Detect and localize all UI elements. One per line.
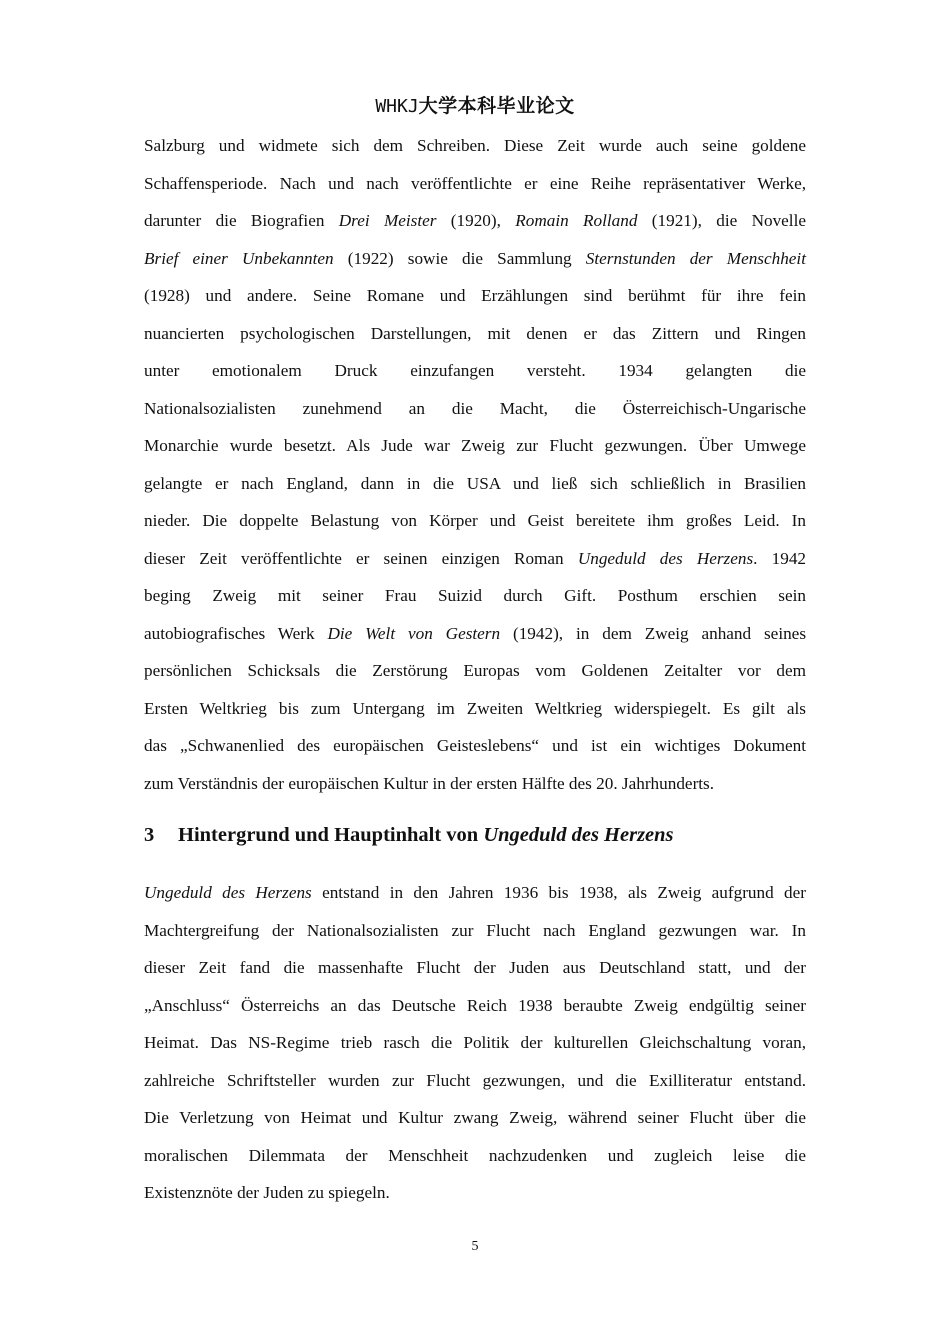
text-line: nuancierten psychologischen Darstellungen, mit denen er das Zittern und Ringen <box>144 323 806 343</box>
text-run: darunter die Biografien <box>144 211 339 230</box>
paragraph-novel-background <box>144 874 806 1212</box>
text-line: (1928) und andere. Seine Romane und Erzählungen sind berühmt für ihre fein <box>144 286 806 305</box>
text-line: beging Zweig mit seiner Frau Suizid durch Gift. Posthum erschien sein <box>144 586 806 605</box>
text-line: unter emotionalem Druck einzufangen versteht. 1934 gelangten die <box>144 361 806 380</box>
paragraph-zweig-biography <box>144 127 806 802</box>
text-line <box>144 540 806 578</box>
text-line: Salzburg und widmete sich dem Schreiben. Diese Zeit wurde auch seine goldene <box>144 136 806 155</box>
text-line: zum Verständnis der europäischen Kultur in der ersten Hälfte des 20. Jahrhunderts. <box>144 773 715 793</box>
section-number: 3 <box>144 824 155 846</box>
text-run: dieser Zeit veröffentlichte er seinen einzigen Roman <box>144 548 578 568</box>
text-line: Machtergreifung der Nationalsozialisten zur Flucht nach England gezwungen war. In <box>144 920 806 940</box>
text-line: Heimat. Das NS-Regime trieb rasch die Politik der kulturellen Gleichschaltung voran, <box>144 1033 806 1052</box>
section-heading <box>144 820 806 850</box>
text-line: persönlichen Schicksals die Zerstörung Europas vom Goldenen Zeitalter vor dem <box>144 661 806 680</box>
work-title: Die Welt von Gestern <box>327 623 501 643</box>
work-title: Sternstunden der Menschheit <box>585 248 806 268</box>
work-title: Ungeduld des Herzens <box>577 548 754 568</box>
text-line: Schaffensperiode. Nach und nach veröffentlichte er eine Reihe repräsentativer Werke, <box>144 173 806 193</box>
text-line: gelangte er nach England, dann in die USA und ließ sich schließlich in Brasilien <box>144 473 806 493</box>
text-line: Existenznöte der Juden zu spiegeln. <box>144 1183 390 1202</box>
header-abbreviation: WHKJ <box>375 96 419 117</box>
text-line: Die Verletzung von Heimat und Kultur zwang Zweig, während seiner Flucht über die <box>144 1108 806 1127</box>
text-line: Nationalsozialisten zunehmend an die Macht, die Österreichisch-Ungarische <box>144 398 806 418</box>
text-line: Ersten Weltkrieg bis zum Untergang im Zweiten Weltkrieg widerspiegelt. Es gilt als <box>144 698 806 718</box>
work-title: Brief einer Unbekannten <box>144 248 334 268</box>
text-line: „Anschluss“ Österreichs an das Deutsche Reich 1938 beraubte Zweig endgültig seiner <box>144 995 806 1015</box>
work-title: Ungeduld des Herzens <box>144 883 312 902</box>
text-line: nieder. Die doppelte Belastung von Körper und Geist bereitete ihm großes Leid. In <box>144 511 806 530</box>
page-number: 5 <box>471 1239 479 1254</box>
text-run: (1920), <box>436 211 516 230</box>
text-run: (1921), die Novelle <box>637 211 806 230</box>
text-line <box>144 240 806 278</box>
header-title: 大学本科毕业论文 <box>418 95 575 117</box>
text-run: (1942), in dem Zweig anhand seines <box>500 623 807 643</box>
text-run: entstand in den Jahren 1936 bis 1938, als Zweig aufgrund der <box>311 883 806 902</box>
text-run: (1922) sowie die Sammlung <box>333 248 586 268</box>
text-line: Monarchie wurde besetzt. Als Jude war Zweig zur Flucht gezwungen. Über Umwege <box>144 436 806 455</box>
text-line <box>144 615 806 653</box>
text-line: das „Schwanenlied des europäischen Geisteslebens“ und ist ein wichtiges Dokument <box>144 736 806 755</box>
text-run: autobiografisches Werk <box>144 623 328 643</box>
text-line <box>144 874 806 912</box>
section-title: Hintergrund und Hauptinhalt von <box>178 824 484 846</box>
text-line: dieser Zeit fand die massenhafte Flucht der Juden aus Deutschland statt, und der <box>144 958 806 977</box>
text-line <box>144 202 806 240</box>
text-line: moralischen Dilemmata der Menschheit nachzudenken und zugleich leise die <box>144 1145 806 1165</box>
work-title: Romain Rolland <box>515 211 638 230</box>
text-run: . 1942 <box>753 548 807 568</box>
page-header <box>0 93 950 120</box>
section-title-work: Ungeduld des Herzens <box>483 824 674 846</box>
text-line: zahlreiche Schriftsteller wurden zur Flucht gezwungen, und die Exilliteratur entstand. <box>144 1070 806 1090</box>
work-title: Drei Meister <box>338 211 437 230</box>
